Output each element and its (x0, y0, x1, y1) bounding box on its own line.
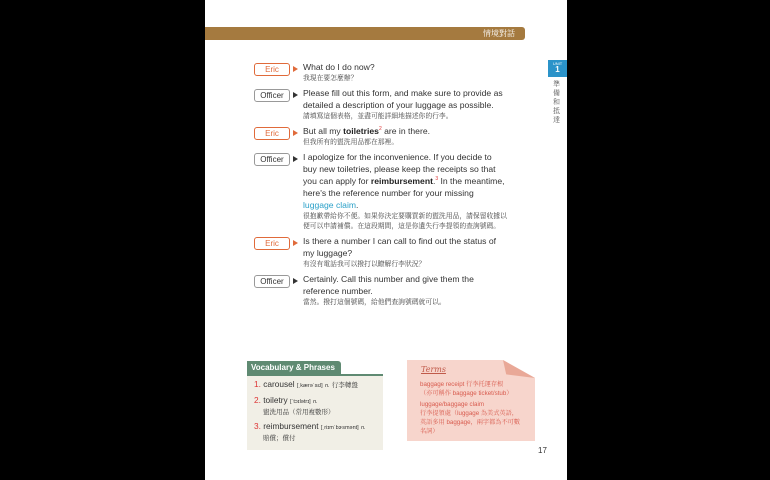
vocab-list (247, 374, 383, 450)
terms-line: baggage receipt 行李托運存根 (420, 381, 504, 388)
chinese-text: 但我所有的盥洗用品都在那裡。 (303, 139, 399, 146)
vocab-meaning: 賠償；償付 (263, 435, 296, 442)
english-text: buy new toiletries, please keep the receipts so that (303, 164, 496, 174)
english-text (303, 125, 508, 137)
part-of-speech: n. (361, 425, 366, 431)
text: In the meantime, (438, 176, 505, 186)
vocab-word: reimbursement (370, 176, 433, 186)
part-of-speech: n. (313, 399, 318, 405)
text: But all my (303, 126, 344, 136)
phonetic: [ˌkærəˈsɛl] (296, 383, 323, 389)
dialog (254, 61, 544, 311)
chinese-text: 我現在要怎麼辦？ (303, 75, 358, 82)
vocab-meaning: 盥洗用品（常用複數形） (263, 409, 335, 416)
dialog-line (254, 151, 544, 232)
chinese-text: 當然。撥打這個號碼，給他們查詢號碼就可以。 (303, 299, 446, 306)
page-number: 17 (538, 446, 547, 455)
terms-line: 英語多用 baggage，兩字都為不可數 (420, 419, 521, 426)
text: . (356, 200, 359, 210)
dialog-line (254, 273, 544, 308)
chinese-text: 很抱歉帶給你不便。如果你決定要購買新的盥洗用品，請保留收據以便可以申請補償。在這段期間，這是你遺失行李提領的查詢號碼。 (303, 213, 507, 230)
english-text: Please fill out this form, and make sure to provide as (303, 88, 503, 98)
vocab-number: 2. (254, 395, 261, 405)
play-arrow-icon[interactable] (293, 278, 298, 284)
vocab-item (254, 395, 380, 418)
terms-title: Terms (421, 365, 446, 374)
english-text: detailed a description of your luggage as possible. (303, 100, 494, 110)
dialog-line (254, 61, 544, 84)
footnote-number: 3 (435, 176, 439, 183)
english-text: my luggage? (303, 248, 353, 258)
section-title: 情境對話 (483, 29, 515, 38)
vocab-number: 3. (254, 421, 261, 431)
play-arrow-icon[interactable] (293, 92, 298, 98)
text: you can apply for (303, 176, 371, 186)
english-text: Is there a number I can call to find out the status of (303, 236, 496, 246)
phonetic: [ˈtɔɪlətrɪ] (289, 399, 311, 405)
english-text: Certainly. Call this number and give them the (303, 274, 474, 284)
vocab-item (254, 379, 380, 392)
chinese-text: 有沒有電話我可以撥打以瞭解行李狀況？ (303, 261, 426, 268)
terms-line: （亦可稱作 baggage ticket/stub） (420, 390, 513, 397)
unit-label: UNIT (552, 61, 563, 66)
text: are in there. (381, 126, 430, 136)
speaker-badge: Eric (254, 127, 290, 140)
vocab-title: Vocabulary & Phrases (247, 361, 341, 374)
vocab-word: reimbursement (263, 421, 319, 431)
english-text: you can apply for reimbursement.$^3$ In the meantime, (303, 176, 505, 186)
dialog-line (254, 87, 544, 122)
part-of-speech: n. (324, 383, 330, 389)
terms-body (420, 380, 532, 436)
unit-tab (548, 60, 567, 77)
footnote-number: 2 (378, 126, 382, 133)
play-arrow-icon[interactable] (293, 66, 298, 72)
chinese-text: 請填寫這個表格，並盡可能詳細地描述你的行李。 (303, 113, 453, 120)
play-arrow-icon[interactable] (293, 156, 298, 162)
term-link[interactable]: luggage claim (303, 200, 357, 210)
dialog-line (254, 235, 544, 270)
vocab-meaning: 行李轉盤 (331, 382, 358, 389)
terms-line: luggage/baggage claim (420, 401, 484, 408)
speaker-badge: Eric (254, 63, 290, 76)
vocab-word: toiletry (263, 395, 288, 405)
vocab-item (254, 421, 380, 444)
phonetic: [ˌriɪmˈbɝsmənt] (320, 425, 359, 431)
vocab-word: toiletries (343, 126, 379, 136)
unit-number: 1 (555, 65, 560, 74)
speaker-badge: Officer (254, 275, 290, 288)
play-arrow-icon[interactable] (293, 130, 298, 136)
speaker-badge: Officer (254, 153, 290, 166)
vocab-number: 1. (254, 379, 261, 389)
dialog-line (254, 125, 544, 148)
english-text: What do I do now? (303, 62, 375, 72)
speaker-badge: Eric (254, 237, 290, 250)
english-text: here's the reference number for your missing (303, 188, 474, 198)
vocab-word: carousel (263, 379, 295, 389)
english-text: reference number. (303, 286, 373, 296)
speaker-badge: Officer (254, 89, 290, 102)
terms-line: 名詞） (420, 428, 439, 435)
terms-line: 行李提領處（luggage 為美式英語， (420, 410, 518, 417)
chapter-title: 準備和抵達 (553, 81, 560, 124)
english-text: I apologize for the inconvenience. If you decide to (303, 152, 492, 162)
play-arrow-icon[interactable] (293, 240, 298, 246)
section-header-bar (205, 27, 525, 40)
english-text (303, 199, 508, 211)
